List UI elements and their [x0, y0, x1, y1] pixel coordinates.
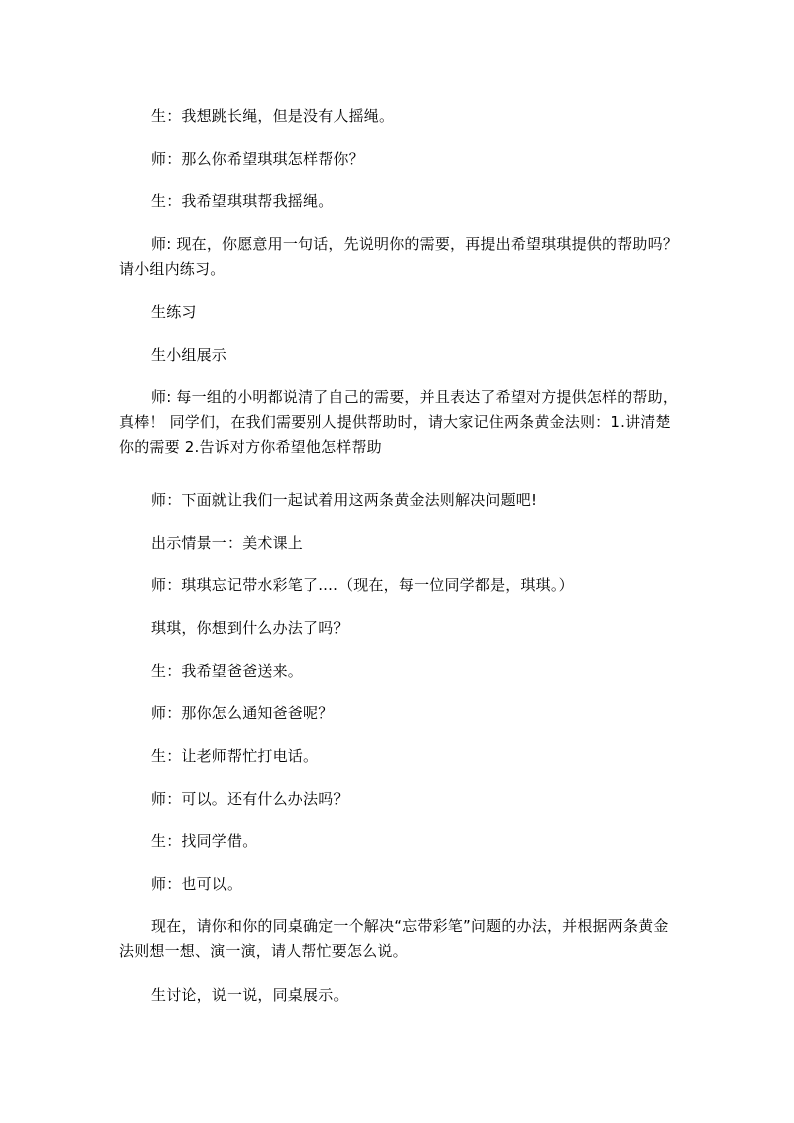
paragraph: 生：让老师帮忙打电话。: [151, 747, 319, 765]
paragraph: 师：也可以。: [151, 875, 243, 893]
paragraph: 师：琪琪忘记带水彩笔了....（现在，每一位同学都是，琪琪。）: [151, 576, 574, 594]
paragraph: 师: 现在，你愿意用一句话，先说明你的需要，再提出希望琪琪提供的帮助吗？请小组内练习。: [119, 235, 679, 278]
paragraph: 现在，请你和你的同桌确定一个解决“忘带彩笔”问题的办法，并根据两条黄金法则想一想、演一演，请人帮忙要怎么说。: [119, 917, 669, 960]
paragraph: 生小组展示: [151, 346, 228, 364]
paragraph: 师: 每一组的小明都说清了自己的需要，并且表达了希望对方提供怎样的帮助，真棒！ 同学们，在我们需要别人提供帮助时，请大家记住两条黄金法则：1.讲清楚你的需要 2.告诉对方你希望他怎样帮助: [119, 388, 679, 456]
paragraph: 生讨论，说一说，同桌展示。: [151, 986, 349, 1004]
paragraph: 师：下面就让我们一起试着用这两条黄金法则解决问题吧!: [151, 491, 538, 509]
paragraph: 琪琪，你想到什么办法了吗？: [151, 619, 349, 637]
paragraph: 生：我想跳长绳，但是没有人摇绳。: [151, 107, 395, 125]
paragraph: 生：我希望琪琪帮我摇绳。: [151, 192, 334, 210]
paragraph: 师：那你怎么通知爸爸呢？: [151, 704, 334, 722]
paragraph: 生练习: [151, 303, 197, 321]
paragraph: 生：我希望爸爸送来。: [151, 662, 304, 680]
paragraph: 师：那么你希望琪琪怎样帮你？: [151, 150, 364, 168]
paragraph: 师：可以。还有什么办法吗？: [151, 790, 349, 808]
paragraph: 生：找同学借。: [151, 832, 258, 850]
paragraph: 出示情景一：美术课上: [151, 534, 304, 552]
